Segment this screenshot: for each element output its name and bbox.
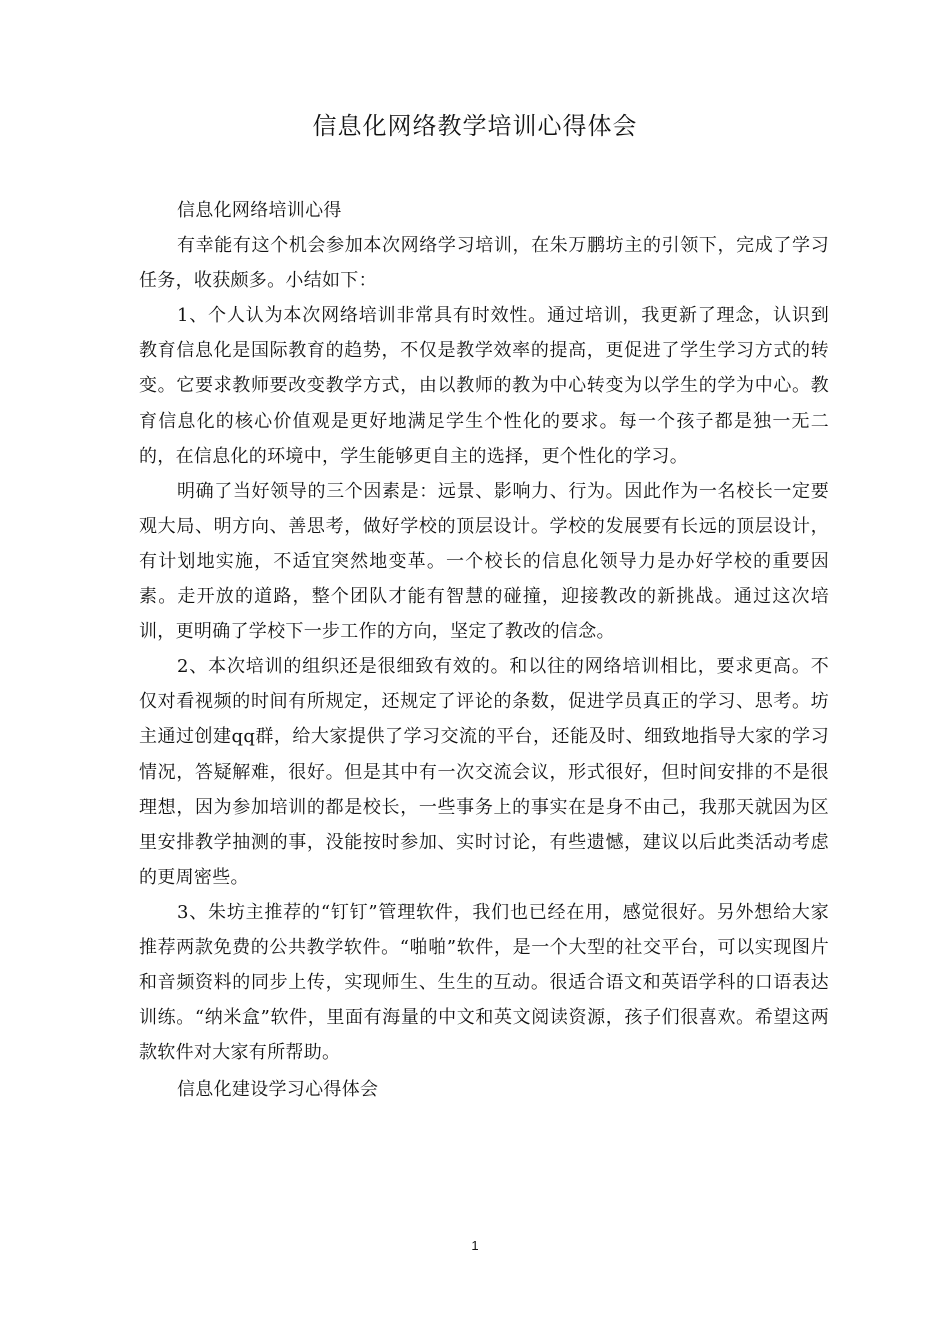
paragraph-intro: 有幸能有这个机会参加本次网络学习培训，在朱万鹏坊主的引领下，完成了学习任务，收获颇多。小结如下：: [139, 235, 829, 292]
page-number: 1: [471, 1238, 479, 1253]
paragraph-point-1: 1、个人认为本次网络培训非常具有时效性。通过培训，我更新了理念，认识到教育信息化是国际教育的趋势，不仅是教学效率的提高，更促进了学生学习方式的转变。它要求教师要改变教学方式，由以教师的教为中心转变为以学生的学为中心。教育信息化的核心价值观是更好地满足学生个性化的要求。每一个孩子都是独一无二的，在信息化的环境中，学生能够更自主的选择，更个性化的学习。: [139, 305, 829, 467]
paragraph-point-3: 3、朱坊主推荐的“钉钉”管理软件，我们也已经在用，感觉很好。另外想给大家推荐两款免费的公共教学软件。“啪啪”软件，是一个大型的社交平台，可以实现图片和音频资料的同步上传，实现师生、生生的互动。很适合语文和英语学科的口语表达训练。“纳米盒”软件，里面有海量的中文和英文阅读资源，孩子们很喜欢。希望这两款软件对大家有所帮助。: [139, 901, 829, 1064]
subheading-informatization: 信息化建设学习心得体会: [177, 1079, 379, 1101]
paragraph-point-2: 2、本次培训的组织还是很细致有效的。和以往的网络培训相比，要求更高。不仅对看视频的时间有所规定，还规定了评论的条数，促进学员真正的学习、思考。坊主通过创建qq群，给大家提供了学习交流的平台，还能及时、细致地指导大家的学习情况，答疑解难，很好。但是其中有一次交流会议，形式很好，但时间安排的不是很理想，因为参加培训的都是校长，一些事务上的事实在是身不由己，我那天就因为区里安排教学抽测的事，没能按时参加、实时讨论，有些遗憾，建议以后此类活动考虑的更周密些。: [139, 656, 829, 888]
document-title: 信息化网络教学培训心得体会: [312, 112, 638, 140]
paragraph-leadership: 明确了当好领导的三个因素是：远景、影响力、行为。因此作为一名校长一定要观大局、明方向、善思考，做好学校的顶层设计。学校的发展要有长远的顶层设计，有计划地实施，不适宜突然地变革。一个校长的信息化领导力是办好学校的重要因素。走开放的道路，整个团队才能有智慧的碰撞，迎接教改的新挑战。通过这次培训，更明确了学校下一步工作的方向，坚定了教改的信念。: [139, 480, 829, 643]
subheading-training-notes: 信息化网络培训心得: [177, 200, 342, 221]
document-body: [139, 193, 829, 1107]
